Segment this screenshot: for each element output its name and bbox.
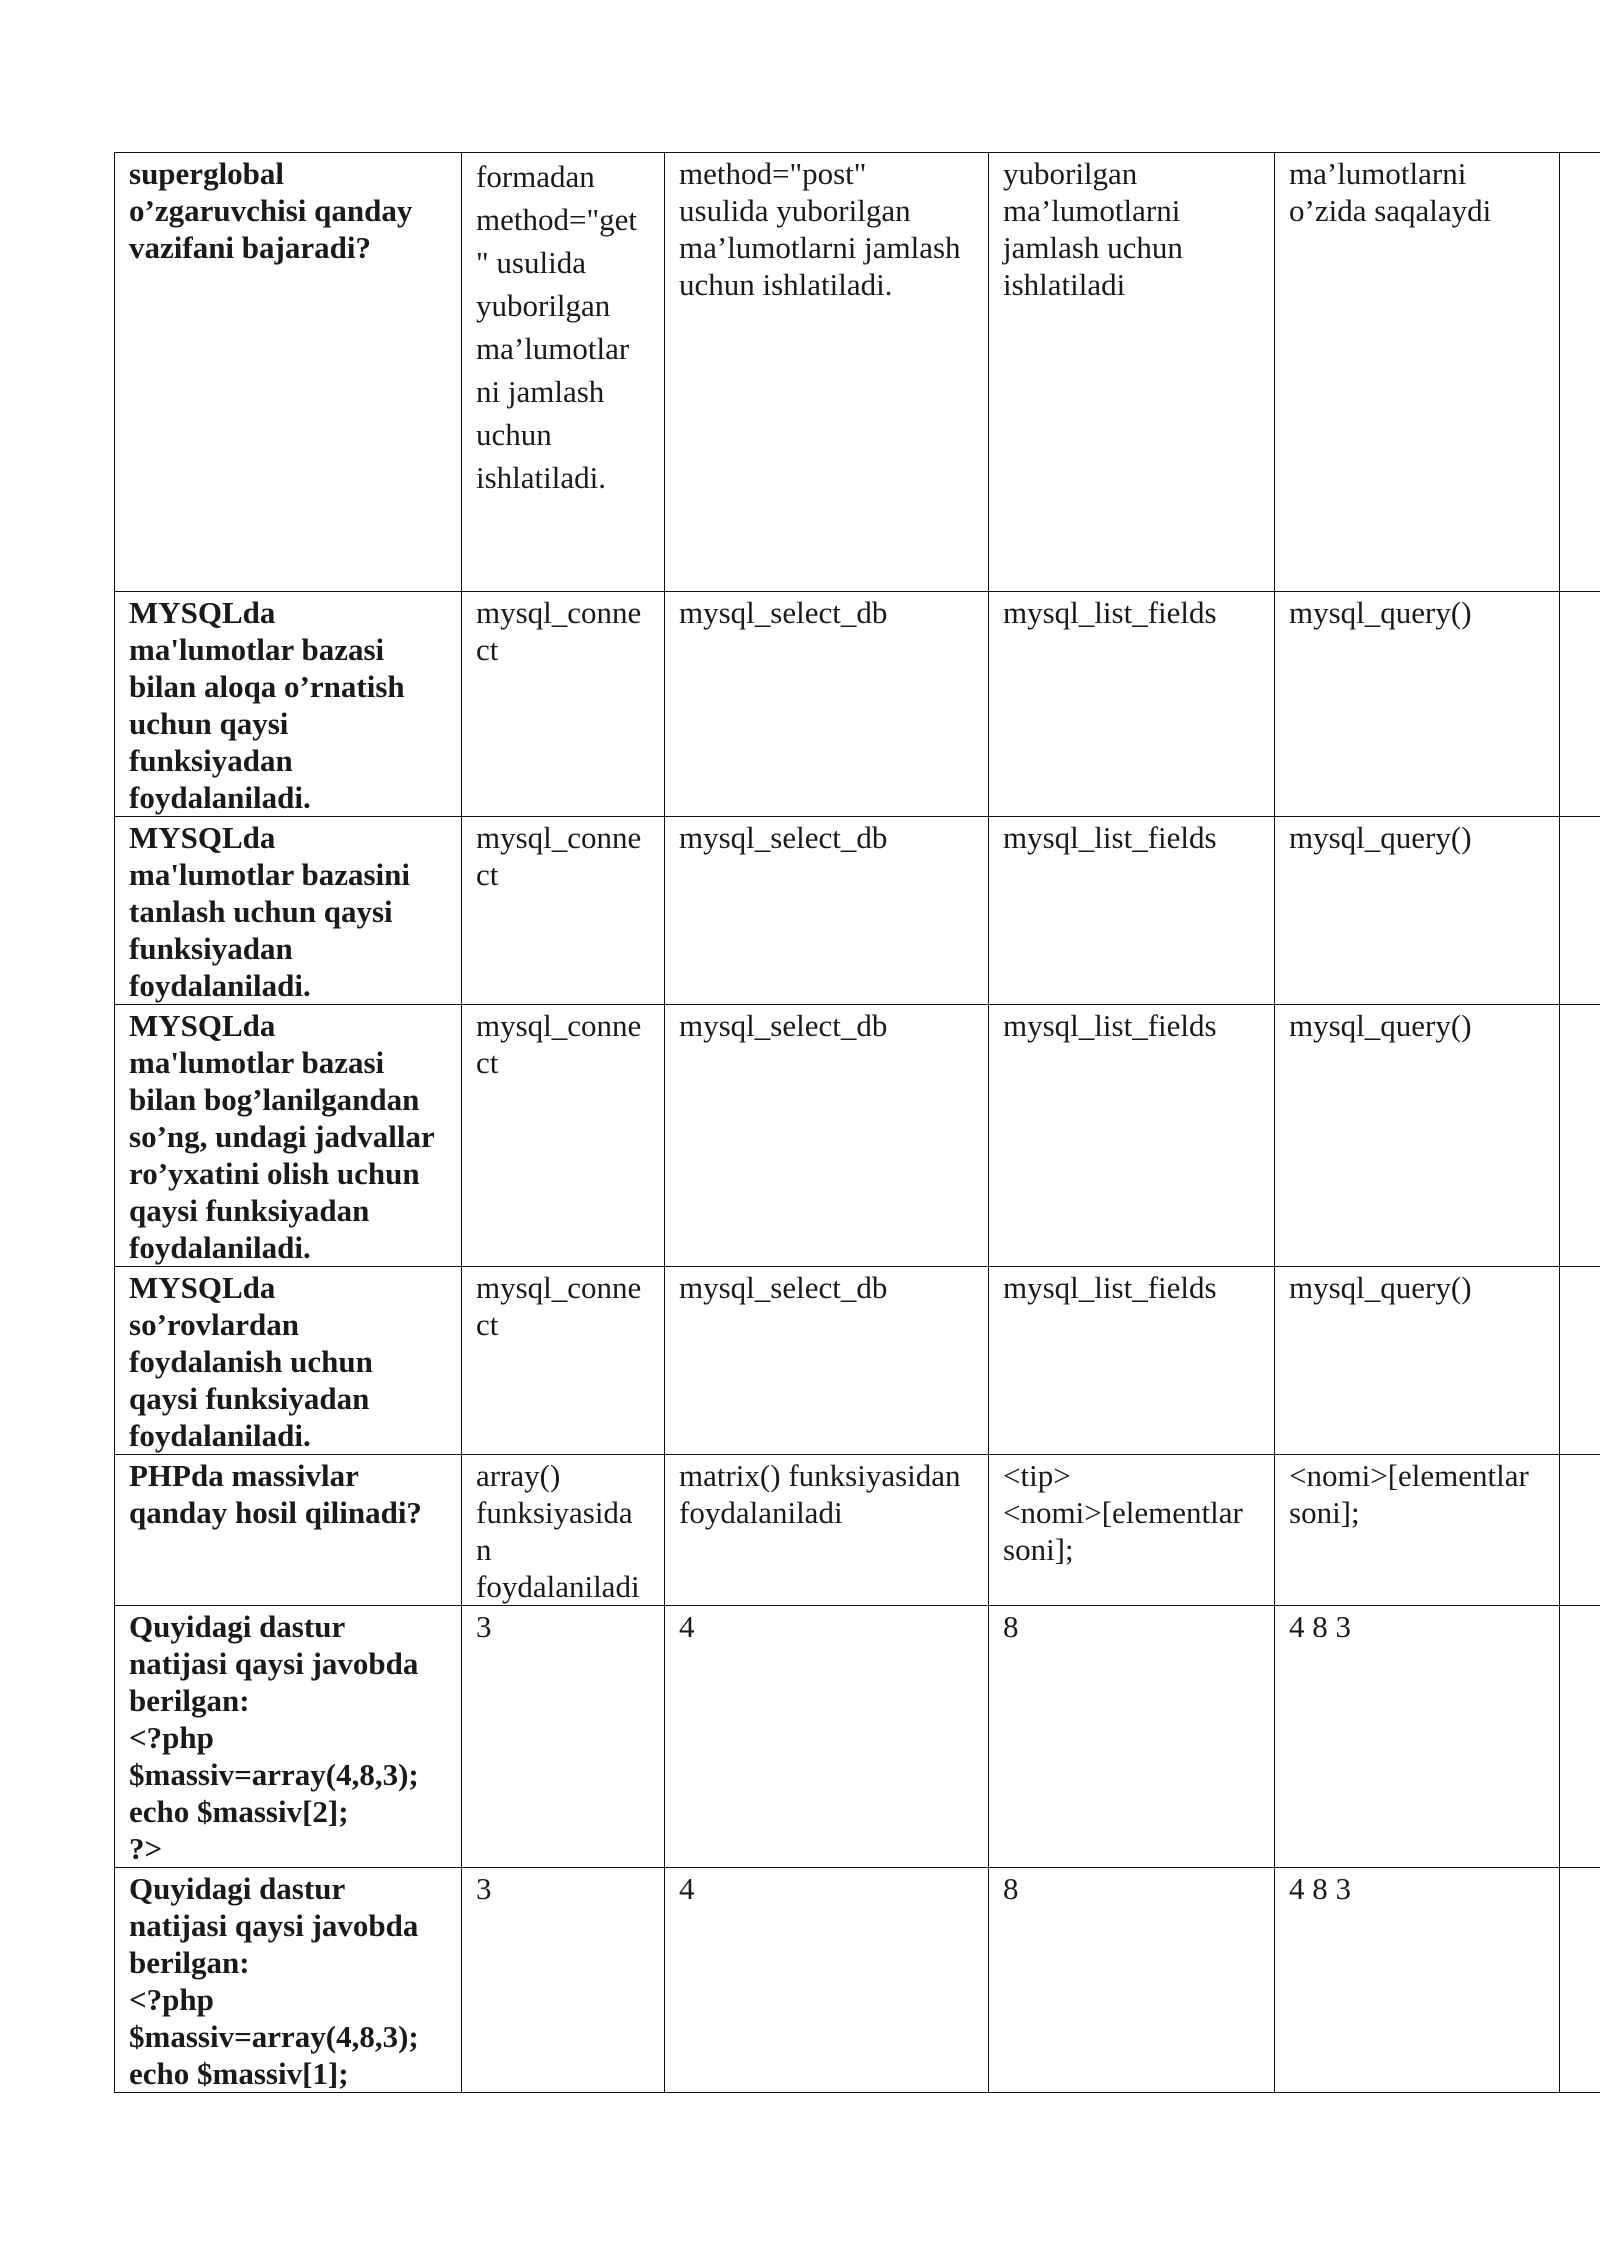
table-row <box>115 1005 1600 1267</box>
answer-cell <box>989 1005 1275 1267</box>
answer-4-text: mysql_query() <box>1289 595 1472 630</box>
answer-1-text: 3 <box>476 1609 492 1644</box>
empty-cell <box>1560 1005 1600 1267</box>
question-text: MYSQLda ma'lumotlar bazasini tanlash uchun qaysi funksiyadan foydalaniladi. <box>129 820 411 1003</box>
answer-cell <box>989 153 1275 592</box>
answer-cell <box>989 1267 1275 1455</box>
empty-cell <box>1560 1455 1600 1606</box>
empty-cell <box>1560 592 1600 817</box>
empty-cell <box>1560 1267 1600 1455</box>
answer-3-text: yuborilgan ma’lumotlarni jamlash uchun ishlatiladi <box>1003 156 1183 302</box>
answer-1-text: array() funksiyasida n foydalaniladi <box>476 1458 640 1604</box>
empty-cell <box>1560 817 1600 1005</box>
question-cell <box>115 1005 462 1267</box>
table-row <box>115 1455 1600 1606</box>
answer-cell <box>462 1267 665 1455</box>
answer-1-text: mysql_conne ct <box>476 1270 642 1342</box>
answer-2-text: mysql_select_db <box>679 820 888 855</box>
answer-cell <box>1275 153 1560 592</box>
answer-cell <box>1275 1455 1560 1606</box>
answer-1-text: 3 <box>476 1871 492 1906</box>
answer-cell <box>989 1455 1275 1606</box>
empty-cell <box>1560 153 1600 592</box>
answer-cell <box>462 1005 665 1267</box>
answer-cell <box>1275 1267 1560 1455</box>
answer-cell <box>1275 1868 1560 2093</box>
answer-cell <box>462 153 665 592</box>
table-row <box>115 153 1600 592</box>
answer-2-text: matrix() funksiyasidan foydalaniladi <box>679 1458 961 1530</box>
answer-2-text: mysql_select_db <box>679 1008 888 1043</box>
question-text: Quyidagi dastur natijasi qaysi javobda berilgan: <?php $massiv=array(4,8,3); echo $massiv[2]; ?> <box>129 1609 419 1866</box>
question-text: MYSQLda ma'lumotlar bazasi bilan bog’lanilgandan so’ng, undagi jadvallar ro’yxatini olish uchun qaysi funksiyadan foydalaniladi. <box>129 1008 435 1265</box>
answer-cell <box>665 592 989 817</box>
answer-3-text: mysql_list_fields <box>1003 1270 1217 1305</box>
question-text: Quyidagi dastur natijasi qaysi javobda berilgan: <?php $massiv=array(4,8,3); echo $massiv[1]; <box>129 1871 419 2091</box>
answer-3-text: mysql_list_fields <box>1003 1008 1217 1043</box>
question-cell <box>115 817 462 1005</box>
answer-1-text: mysql_conne ct <box>476 595 642 667</box>
question-text: superglobal o’zgaruvchisi qanday vazifani bajaradi? <box>129 156 413 265</box>
answer-cell <box>462 1868 665 2093</box>
answer-cell <box>989 592 1275 817</box>
answer-3-text: 8 <box>1003 1609 1019 1644</box>
answer-cell <box>462 592 665 817</box>
answer-2-text: mysql_select_db <box>679 1270 888 1305</box>
answer-cell <box>665 1868 989 2093</box>
table-row <box>115 1606 1600 1868</box>
table-row <box>115 592 1600 817</box>
answer-2-text: mysql_select_db <box>679 595 888 630</box>
answer-cell <box>462 817 665 1005</box>
question-cell <box>115 1267 462 1455</box>
question-cell <box>115 1455 462 1606</box>
answer-cell <box>665 1267 989 1455</box>
question-text: PHPda massivlar qanday hosil qilinadi? <box>129 1458 422 1530</box>
question-cell <box>115 1606 462 1868</box>
answer-cell <box>665 1606 989 1868</box>
answer-4-text: <nomi>[elementlar soni]; <box>1289 1458 1529 1530</box>
answer-2-text: 4 <box>679 1609 695 1644</box>
table-row <box>115 1267 1600 1455</box>
answer-4-text: 4 8 3 <box>1289 1871 1351 1906</box>
answer-3-text: 8 <box>1003 1871 1019 1906</box>
answer-4-text: mysql_query() <box>1289 1008 1472 1043</box>
answer-cell <box>1275 817 1560 1005</box>
empty-cell <box>1560 1868 1600 2093</box>
answer-2-text: method="post" usulida yuborilgan ma’lumotlarni jamlash uchun ishlatiladi. <box>679 156 961 302</box>
question-cell <box>115 592 462 817</box>
answer-cell <box>989 1606 1275 1868</box>
answer-cell <box>989 817 1275 1005</box>
answer-cell <box>462 1606 665 1868</box>
answer-3-text: mysql_list_fields <box>1003 595 1217 630</box>
answer-cell <box>1275 592 1560 817</box>
answer-4-text: mysql_query() <box>1289 1270 1472 1305</box>
question-cell <box>115 1868 462 2093</box>
answer-4-text: ma’lumotlarni o’zida saqalaydi <box>1289 156 1492 228</box>
answer-cell <box>665 1005 989 1267</box>
answer-4-text: 4 8 3 <box>1289 1609 1351 1644</box>
question-text: MYSQLda so’rovlardan foydalanish uchun qaysi funksiyadan foydalaniladi. <box>129 1270 373 1453</box>
empty-cell <box>1560 1606 1600 1868</box>
answer-cell <box>462 1455 665 1606</box>
answer-cell <box>989 1868 1275 2093</box>
table-row <box>115 1868 1600 2093</box>
answer-cell <box>665 817 989 1005</box>
question-cell <box>115 153 462 592</box>
table-row <box>115 817 1600 1005</box>
answer-1-text: formadan method="get " usulida yuborilgan ma’lumotlar ni jamlash uchun ishlatiladi. <box>476 159 637 495</box>
question-text: MYSQLda ma'lumotlar bazasi bilan aloqa o’rnatish uchun qaysi funksiyadan foydalaniladi. <box>129 595 405 815</box>
answer-cell <box>1275 1005 1560 1267</box>
answer-1-text: mysql_conne ct <box>476 1008 642 1080</box>
answer-2-text: 4 <box>679 1871 695 1906</box>
answer-1-text: mysql_conne ct <box>476 820 642 892</box>
answer-cell <box>665 153 989 592</box>
answer-cell <box>665 1455 989 1606</box>
answer-cell <box>1275 1606 1560 1868</box>
answer-4-text: mysql_query() <box>1289 820 1472 855</box>
answer-3-text: mysql_list_fields <box>1003 820 1217 855</box>
quiz-table <box>114 152 1600 2093</box>
answer-3-text: <tip> <nomi>[elementlar soni]; <box>1003 1458 1243 1567</box>
